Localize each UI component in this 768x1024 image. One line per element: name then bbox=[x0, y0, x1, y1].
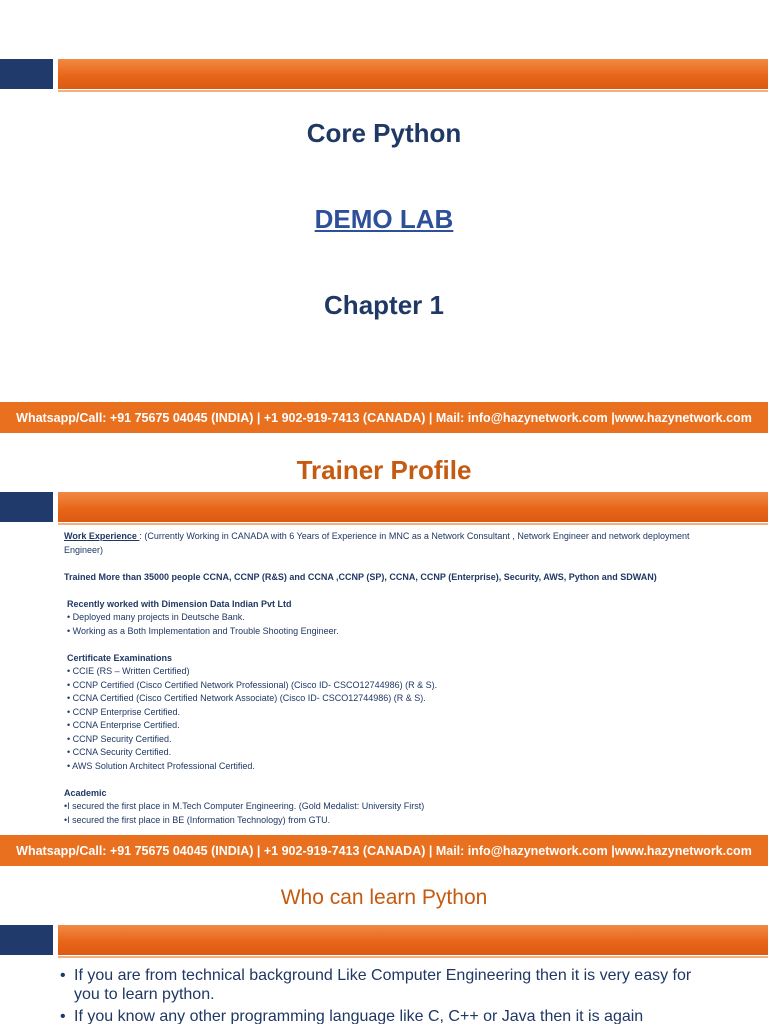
academic-item: •I secured the first place in M.Tech Computer Engineering. (Gold Medalist: University First) bbox=[64, 801, 425, 811]
recent-item: • Deployed many projects in Deutsche Bank. bbox=[67, 612, 245, 622]
recent-item: • Working as a Both Implementation and Trouble Shooting Engineer. bbox=[67, 625, 339, 636]
cert-heading: Certificate Examinations bbox=[67, 652, 173, 663]
slide-trainer-profile bbox=[0, 433, 768, 866]
cert-item: • CCNP Certified (Cisco Certified Network Professional) (Cisco ID- CSCO12744986) (R & S). bbox=[67, 679, 438, 690]
chapter-title: Chapter 1 bbox=[324, 290, 444, 320]
recent-heading: Recently worked with Dimension Data Indian Pvt Ltd bbox=[67, 598, 292, 609]
header-bar-underline bbox=[58, 90, 768, 92]
header-bar-underline bbox=[58, 956, 768, 958]
work-experience-label: Work Experience bbox=[64, 531, 140, 541]
cert-item: • CCIE (RS – Written Certified) bbox=[67, 666, 190, 676]
header-orange-bar bbox=[58, 925, 768, 955]
work-experience-text: : (Currently Working in CANADA with 6 Years of Experience in MNC as a Network Consultant , Network Engineer and network deployment Engineer) bbox=[64, 531, 690, 555]
learner-bullets bbox=[60, 966, 710, 1024]
header-bar-underline bbox=[58, 523, 768, 525]
trainer-profile-title: Trainer Profile bbox=[296, 455, 472, 485]
work-experience bbox=[64, 530, 729, 557]
cert-item: • CCNA Enterprise Certified. bbox=[67, 720, 180, 730]
header-orange-bar bbox=[58, 492, 768, 522]
academic-heading: Academic bbox=[64, 787, 107, 798]
cert-item: • CCNA Certified (Cisco Certified Network Associate) (Cisco ID- CSCO12744986) (R & S). bbox=[67, 693, 426, 703]
contact-footer: Whatsapp/Call: +91 75675 04045 (INDIA) | +1 902-919-7413 (CANADA) | Mail: info@hazynetwork.com |www.hazynetwork.com bbox=[0, 835, 768, 866]
learner-bullet: • If you are from technical background Like Computer Engineering then it is very easy for you to learn python. bbox=[60, 966, 710, 1004]
learner-bullet: • If you know any other programming language like C, C++ or Java then it is again bbox=[60, 1007, 710, 1024]
header-navy-block bbox=[0, 492, 53, 522]
cert-item: • AWS Solution Architect Professional Certified. bbox=[67, 760, 255, 771]
course-title: Core Python bbox=[306, 118, 462, 148]
contact-footer: Whatsapp/Call: +91 75675 04045 (INDIA) | +1 902-919-7413 (CANADA) | Mail: info@hazynetwork.com |www.hazynetwork.com bbox=[0, 402, 768, 433]
cert-item: • CCNA Security Certified. bbox=[67, 747, 172, 757]
slide-title bbox=[0, 0, 768, 433]
header-navy-block bbox=[0, 59, 53, 89]
cert-item: • CCNP Enterprise Certified. bbox=[67, 706, 181, 717]
profile-body bbox=[64, 530, 729, 827]
slide-who-can-learn bbox=[0, 866, 768, 1024]
header-orange-bar bbox=[58, 59, 768, 89]
trained-summary: Trained More than 35000 people CCNA, CCNP (R&S) and CCNA ,CCNP (SP), CCNA, CCNP (Enterprise), Security, AWS, Python and SDWAN) bbox=[64, 571, 657, 582]
demo-lab-link[interactable]: DEMO LAB bbox=[314, 204, 454, 234]
cert-item: • CCNP Security Certified. bbox=[67, 733, 172, 744]
who-can-learn-title: Who can learn Python bbox=[280, 886, 488, 909]
academic-item: •I secured the first place in BE (Information Technology) from GTU. bbox=[64, 814, 331, 825]
header-navy-block bbox=[0, 925, 53, 955]
